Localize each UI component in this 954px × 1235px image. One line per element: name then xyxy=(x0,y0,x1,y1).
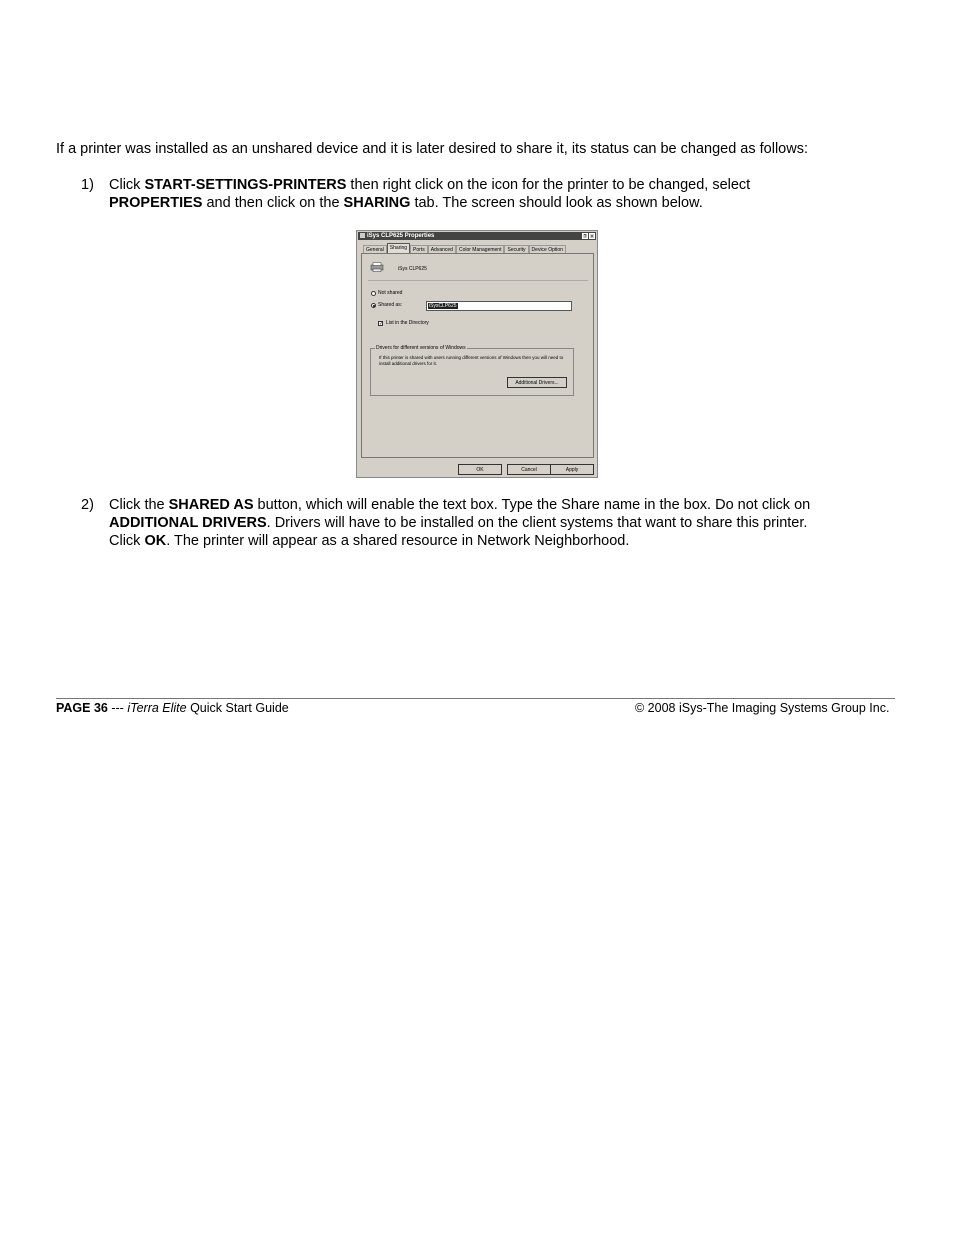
drivers-group xyxy=(370,345,574,396)
tab-security[interactable]: Security xyxy=(504,245,528,255)
share-name-value: iSysCLP625 xyxy=(429,303,457,309)
list-in-directory-checkbox[interactable]: ✓ xyxy=(379,321,384,327)
tab-device-option[interactable]: Device Option xyxy=(529,245,566,255)
additional-drivers-button[interactable]: Additional Drivers... xyxy=(507,377,567,388)
printer-icon xyxy=(360,233,365,238)
not-shared-label: Not shared xyxy=(378,290,403,296)
share-name-input[interactable] xyxy=(426,301,572,311)
close-button[interactable]: × xyxy=(590,234,594,240)
dialog-titlebar xyxy=(358,232,596,240)
dialog-title: iSys CLP625 Properties xyxy=(367,233,435,239)
cancel-button[interactable]: Cancel xyxy=(507,464,551,475)
step-text: Click START-SETTINGS-PRINTERS then right click on the icon for the printer to be changed, select PROPERTIES and then click on the SHARING tab. The screen should look as shown below. xyxy=(109,177,751,211)
footer-copyright: © 2008 iSys-The Imaging Systems Group Inc. xyxy=(635,701,890,715)
help-button[interactable]: ? xyxy=(583,234,587,240)
printer-icon xyxy=(370,262,384,272)
list-in-directory-label: List in the Directory xyxy=(386,320,429,326)
ok-button[interactable]: OK xyxy=(458,464,502,475)
dialog-tabs xyxy=(363,243,566,253)
not-shared-radio[interactable] xyxy=(371,291,376,296)
intro-paragraph: If a printer was installed as an unshared device and it is later desired to share it, its status can be changed as follows: xyxy=(56,141,808,157)
printer-name: iSys CLP625 xyxy=(398,266,427,272)
drivers-description: If this printer is shared with users running different versions of Windows then you will need to install additional drivers for it. xyxy=(379,355,564,366)
step-number: 1) xyxy=(81,177,94,193)
apply-button[interactable]: Apply xyxy=(550,464,594,475)
footer-page-label: PAGE 36 --- iTerra Elite Quick Start Guide xyxy=(56,701,289,715)
printer-properties-dialog xyxy=(356,230,598,478)
drivers-group-title: Drivers for different versions of Windows xyxy=(376,345,466,351)
divider xyxy=(368,280,588,281)
tab-sharing[interactable]: Sharing xyxy=(387,243,410,255)
tab-advanced[interactable]: Advanced xyxy=(428,245,456,255)
shared-as-label: Shared as: xyxy=(378,302,403,308)
tab-general[interactable]: General xyxy=(363,245,387,255)
shared-as-radio[interactable] xyxy=(371,303,376,308)
sharing-panel xyxy=(361,253,594,458)
tab-ports[interactable]: Ports xyxy=(410,245,428,255)
footer-divider xyxy=(56,698,895,699)
tab-color-management[interactable]: Color Management xyxy=(456,245,505,255)
step-text: Click the SHARED AS button, which will enable the text box. Type the Share name in the box. Do not click on ADDITIONAL DRIVERS. Drivers will have to be installed on the client systems that want to share this printer. Click OK. The printer will appear as a shared resource in Network Neighborhood. xyxy=(109,497,811,549)
step-number: 2) xyxy=(81,497,94,513)
